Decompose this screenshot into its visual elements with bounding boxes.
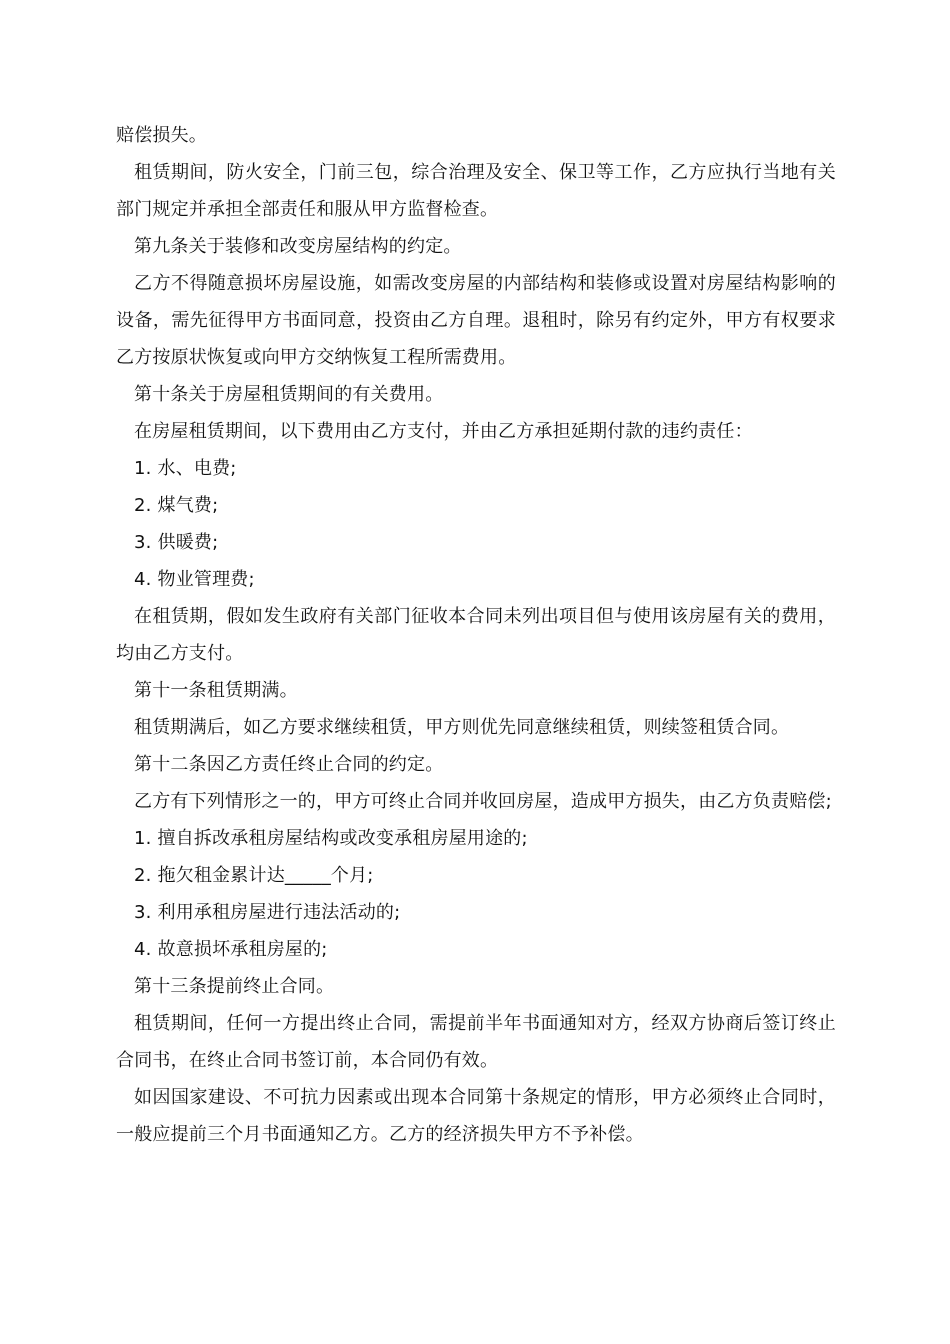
paragraph: 在租赁期，假如发生政府有关部门征收本合同未列出项目但与使用该房屋有关的费用，均由乙方支付。 [116,606,836,664]
list-item: 3. 利用承租房屋进行违法活动的; [134,902,401,923]
paragraph: 乙方有下列情形之一的，甲方可终止合同并收回房屋，造成甲方损失，由乙方负责赔偿; [134,791,832,812]
list-item: 1. 水、电费; [134,458,237,479]
section-heading: 第十条关于房屋租赁期间的有关费用。 [134,384,444,405]
paragraph: 如因国家建设、不可抗力因素或出现本合同第十条规定的情形，甲方必须终止合同时，一般应提前三个月书面通知乙方。乙方的经济损失甲方不予补偿。 [116,1087,836,1145]
list-item: 2. 拖欠租金累计达_____个月; [134,865,374,886]
paragraph: 租赁期间，防火安全，门前三包，综合治理及安全、保卫等工作，乙方应执行当地有关部门规定并承担全部责任和服从甲方监督检查。 [116,162,836,220]
paragraph: 赔偿损失。 [116,125,207,146]
paragraph: 租赁期间，任何一方提出终止合同，需提前半年书面通知对方，经双方协商后签订终止合同书，在终止合同书签订前，本合同仍有效。 [116,1013,836,1071]
section-heading: 第九条关于装修和改变房屋结构的约定。 [134,236,462,257]
list-item: 4. 物业管理费; [134,569,255,590]
list-item: 3. 供暖费; [134,532,219,553]
section-heading: 第十一条租赁期满。 [134,680,298,701]
list-item: 2. 煤气费; [134,495,219,516]
paragraph: 乙方不得随意损坏房屋设施，如需改变房屋的内部结构和装修或设置对房屋结构影响的设备，需先征得甲方书面同意，投资由乙方自理。退租时，除另有约定外，甲方有权要求乙方按原状恢复或向甲方交纳恢复工程所需费用。 [116,273,836,368]
list-item: 4. 故意损坏承租房屋的; [134,939,328,960]
section-heading: 第十二条因乙方责任终止合同的约定。 [134,754,444,775]
section-heading: 第十三条提前终止合同。 [134,976,335,997]
paragraph: 租赁期满后，如乙方要求继续租赁，甲方则优先同意继续租赁，则续签租赁合同。 [134,717,790,738]
list-item: 1. 擅自拆改承租房屋结构或改变承租房屋用途的; [134,828,528,849]
paragraph: 在房屋租赁期间，以下费用由乙方支付，并由乙方承担延期付款的违约责任： [134,421,753,442]
document-body [116,117,836,1153]
